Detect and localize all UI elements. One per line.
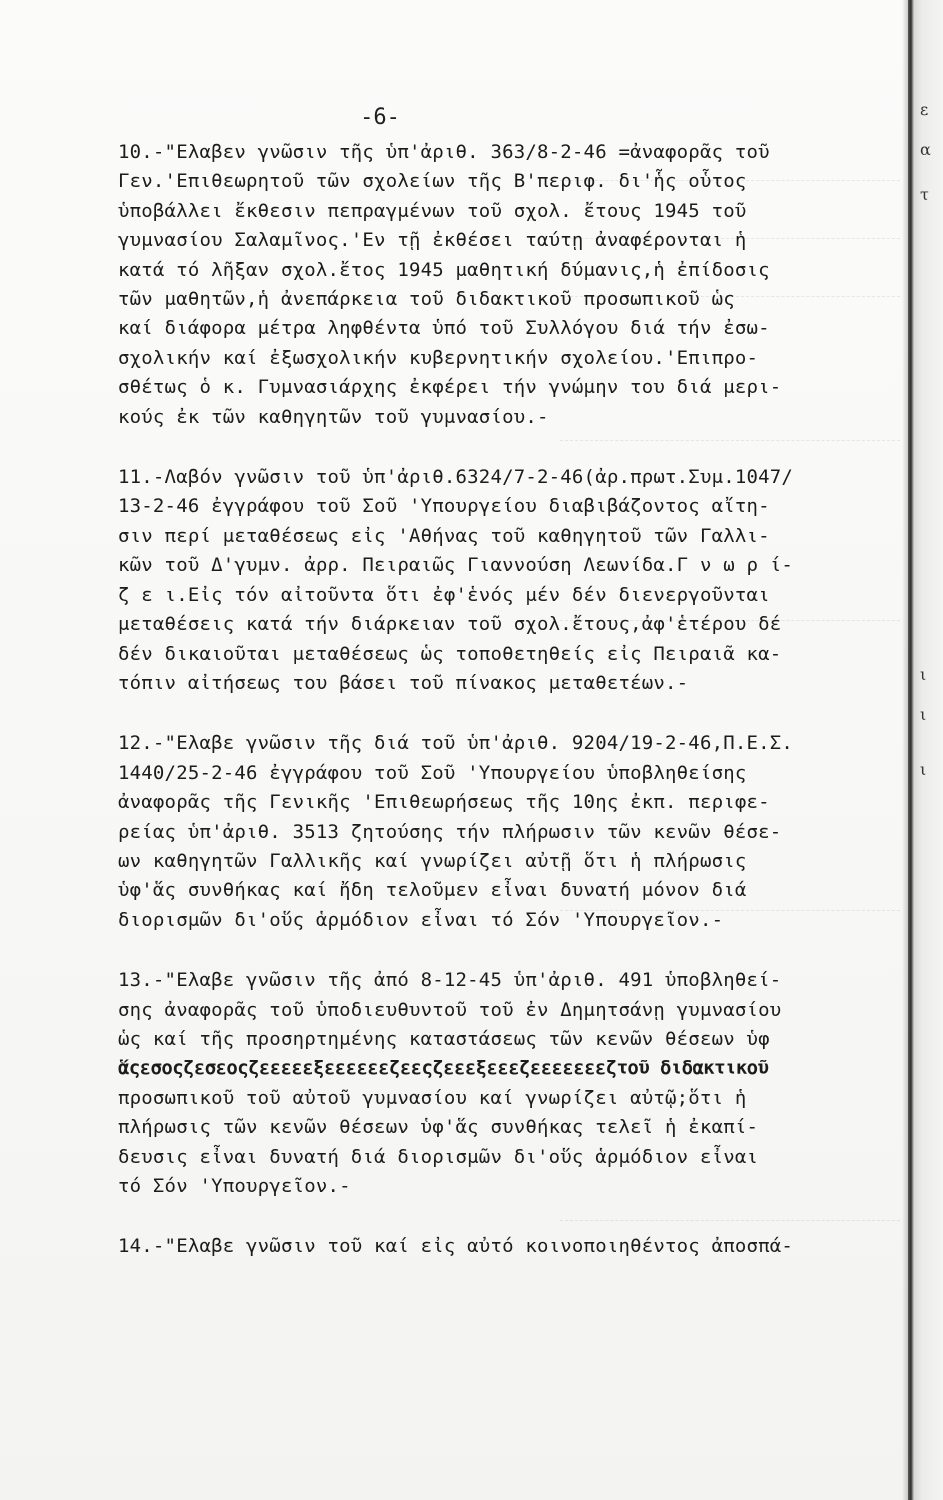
text-line: 13-2-46 ἐγγράφου τοῦ Σοῦ 'Υπουργείου διαβιβάζοντος αἴτη- xyxy=(118,495,770,518)
text-line: ὡς καί τῆς προσηρτημένης καταστάσεως τῶν κενῶν θέσεων ὑφ xyxy=(118,1027,770,1050)
text-line: 13.-"Ελαβε γνῶσιν τῆς ἀπό 8-12-45 ὑπ'ἀριθ. 491 ὑποβληθεί- xyxy=(118,969,782,992)
text-line: 11.-Λαβόν γνῶσιν τοῦ ὑπ'ἀριθ.6324/7-2-46(ἀρ.πρωτ.Συμ.1047/ xyxy=(118,466,794,489)
text-line: σης ἀναφορᾶς τοῦ ὑποδιευθυντοῦ τοῦ ἐν Δημητσάνῃ γυμνασίου xyxy=(118,998,782,1021)
next-page-glyph: ε xyxy=(920,100,929,119)
text-line: ὑφ'ἅς συνθήκας καί ἤδη τελοῦμεν εἶναι δυνατή μόνον διά xyxy=(118,879,747,902)
text-line: μεταθέσεις κατά τήν διάρκειαν τοῦ σχολ.ἔτους,ἀφ'ἑτέρου δέ xyxy=(118,613,782,636)
text-line: ὑποβάλλει ἔκθεσιν πεπραγμένων τοῦ σχολ. ἔτους 1945 τοῦ xyxy=(118,199,747,222)
text-line: κατά τό λῆξαν σχολ.ἔτος 1945 μαθητική δύμανις,ἡ ἐπίδοσις xyxy=(118,258,770,281)
text-line: σιν περί μεταθέσεως εἰς 'Αθήνας τοῦ καθηγητοῦ τῶν Γαλλι- xyxy=(118,524,770,547)
page-number: -6- xyxy=(360,105,400,130)
text-line: πλήρωσις τῶν κενῶν θέσεων ὑφ'ἅς συνθήκας τελεῖ ἡ ἐκαπί- xyxy=(118,1116,759,1139)
paragraph-12 xyxy=(118,729,898,935)
text-line: ἀναφορᾶς τῆς Γενικῆς 'Επιθεωρήσεως τῆς 10ης ἐκπ. περιφε- xyxy=(118,791,770,814)
next-page-glyph: ι xyxy=(920,665,927,684)
text-line: σχολικήν καί ἐξωσχολικήν κυβερνητικήν σχολείου.'Επιπρο- xyxy=(118,346,759,369)
next-page-edge xyxy=(908,0,943,1500)
text-line: 10.-"Ελαβεν γνῶσιν τῆς ὑπ'ἀριθ. 363/8-2-46 =ἀναφορᾶς τοῦ xyxy=(118,141,770,163)
next-page-glyph: α xyxy=(920,140,931,159)
text-line: 14.-"Ελαβε γνῶσιν τοῦ καί εἰς αὐτό κοινοποιηθέντος ἀποσπά- xyxy=(118,1235,794,1258)
next-page-glyph: ι xyxy=(920,705,927,724)
text-line: ων καθηγητῶν Γαλλικῆς καί γνωρίζει αὐτῇ ὅτι ἡ πλήρωσις xyxy=(118,849,747,872)
text-line: διορισμῶν δι'οὕς ἁρμόδιον εἶναι τό Σόν 'Υπουργεῖον.- xyxy=(118,908,724,931)
text-line: ζ ε ι.Εἰς τόν αἰτοῦντα ὅτι ἐφ'ἑνός μέν δέν διενεργοῦνται xyxy=(118,583,770,606)
next-page-glyph: ι xyxy=(920,760,927,779)
text-line: προσωπικοῦ τοῦ αὐτοῦ γυμνασίου καί γνωρίζει αὐτῷ;ὅτι ἡ xyxy=(118,1086,747,1109)
text-line: σθέτως ὁ κ. Γυμνασιάρχης ἐκφέρει τήν γνώμην του διά μερι- xyxy=(118,376,782,399)
text-line: Γεν.'Επιθεωρητοῦ τῶν σχολείων τῆς Β'περιφ. δι'ἧς οὗτος xyxy=(118,170,747,193)
next-page-glyph: τ xyxy=(920,185,929,204)
paragraph-11 xyxy=(118,463,898,698)
overtyped-text-line: ἅςεσοςζεσεοςζεεεεεξεεεεεεζεεςζεεεξεεεζεεεεεεεζτοῦ διδακτικοῦ xyxy=(118,1057,769,1080)
text-line: τό Σόν 'Υπουργεῖον.- xyxy=(118,1175,351,1197)
paragraph-10 xyxy=(118,138,898,432)
text-line: κῶν τοῦ Δ'γυμν. ἀρρ. Πειραιῶς Γιαννούση Λεωνίδα.Γ ν ω ρ ί- xyxy=(118,554,794,577)
text-line: δευσις εἶναι δυνατή διά διορισμῶν δι'οὕς ἁρμόδιον εἶναι xyxy=(118,1145,759,1168)
text-line: 1440/25-2-46 ἐγγράφου τοῦ Σοῦ 'Υπουργείου ὑποβληθείσης xyxy=(118,761,747,784)
text-line: καί διάφορα μέτρα ληφθέντα ὑπό τοῦ Συλλόγου διά τήν ἐσω- xyxy=(118,317,770,340)
text-line: ρείας ὑπ'ἀριθ. 3513 ζητούσης τήν πλήρωσιν τῶν κενῶν θέσε- xyxy=(118,820,782,843)
text-line: γυμνασίου Σαλαμῖνος.'Εν τῇ ἐκθέσει ταύτῃ ἀναφέρονται ἡ xyxy=(118,229,747,252)
paragraph-14 xyxy=(118,1232,898,1261)
text-line: κούς ἐκ τῶν καθηγητῶν τοῦ γυμνασίου.- xyxy=(118,405,549,428)
text-line: τόπιν αἰτήσεως του βάσει τοῦ πίνακος μεταθετέων.- xyxy=(118,671,689,694)
text-line: 12.-"Ελαβε γνῶσιν τῆς διά τοῦ ὑπ'ἀριθ. 9204/19-2-46,Π.Ε.Σ. xyxy=(118,732,794,755)
paragraph-13 xyxy=(118,966,898,1201)
document-body xyxy=(118,138,898,1293)
text-line: τῶν μαθητῶν,ἡ ἀνεπάρκεια τοῦ διδακτικοῦ προσωπικοῦ ὡς xyxy=(118,288,735,311)
text-line: δέν δικαιοῦται μεταθέσεως ὡς τοποθετηθείς εἰς Πειραιᾶ κα- xyxy=(118,642,782,665)
